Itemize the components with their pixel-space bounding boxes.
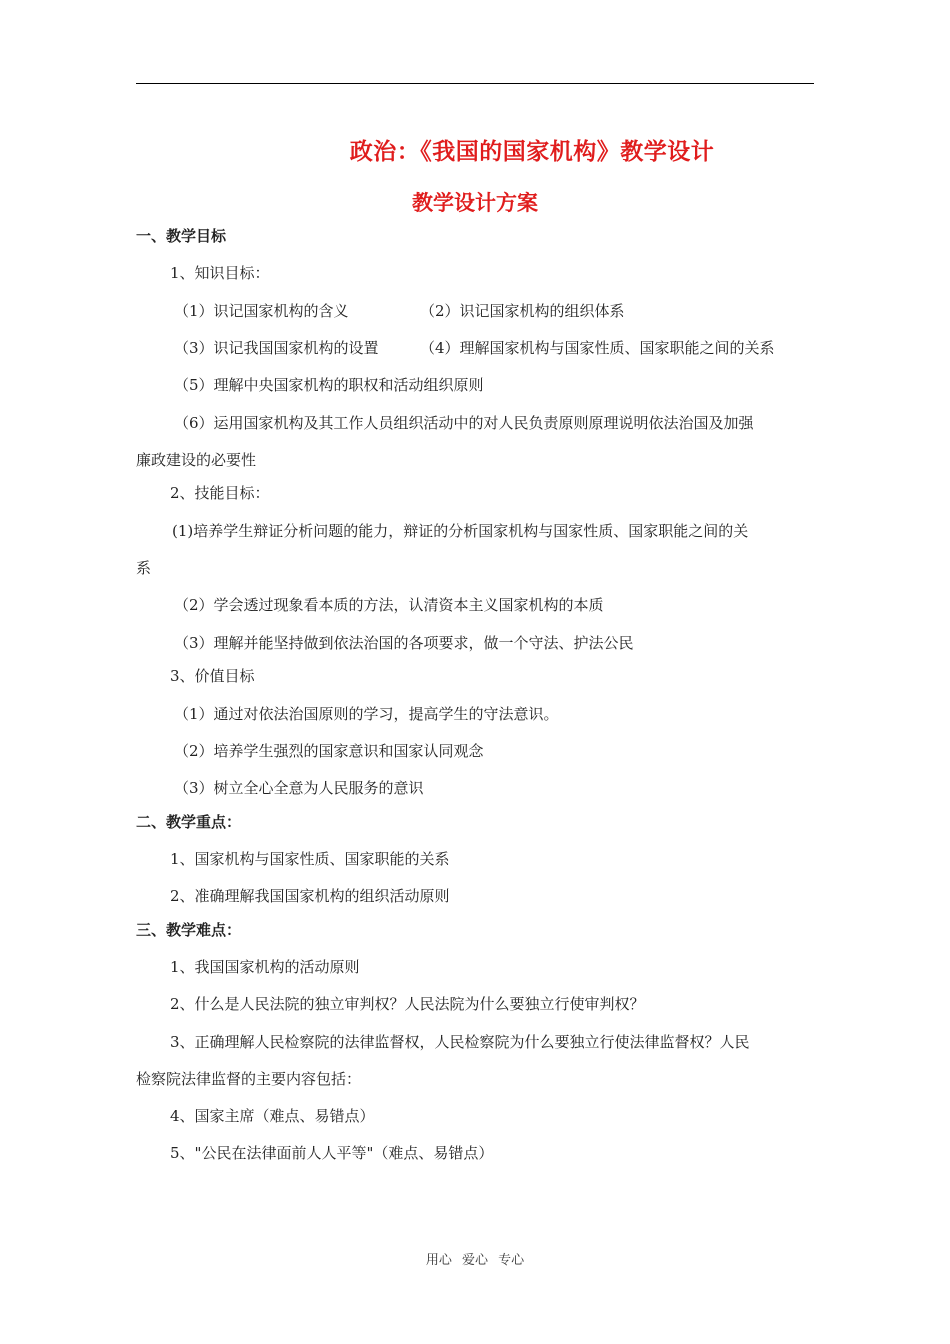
knowledge-item-2: （2）识记国家机构的组织体系 xyxy=(420,302,625,320)
skill-item-1-line2: 系 xyxy=(136,559,152,577)
knowledge-item-5: （5）理解中央国家机构的职权和活动组织原则 xyxy=(174,376,484,394)
knowledge-item-3: （3）识记我国国家机构的设置 xyxy=(174,339,379,357)
difficulty-3-line2: 检察院法律监督的主要内容包括： xyxy=(136,1070,362,1088)
value-item-3: （3）树立全心全意为人民服务的意识 xyxy=(174,779,424,797)
document-title: 政治：《我国的国家机构》教学设计 xyxy=(349,139,715,165)
knowledge-item-1: （1）识记国家机构的含义 xyxy=(174,302,349,320)
difficulty-3-line1: 3、正确理解人民检察院的法律监督权，人民检察院为什么要独立行使法律监督权？人民 xyxy=(170,1033,750,1051)
key-point-2: 2、准确理解我国国家机构的组织活动原则 xyxy=(170,887,450,905)
section-heading-difficulties: 三、教学难点： xyxy=(136,921,242,939)
section-heading-goals: 一、教学目标 xyxy=(136,227,227,245)
key-point-1: 1、国家机构与国家性质、国家职能的关系 xyxy=(170,850,450,868)
page-footer: 用心 爱心 专心 xyxy=(425,1253,525,1268)
difficulty-5: 5、"公民在法律面前人人平等"（难点、易错点） xyxy=(170,1144,494,1162)
value-goals-label: 3、价值目标 xyxy=(170,667,255,685)
difficulty-4: 4、国家主席（难点、易错点） xyxy=(170,1107,375,1125)
value-item-1: （1）通过对依法治国原则的学习，提高学生的守法意识。 xyxy=(174,705,559,723)
knowledge-goals-label: 1、知识目标： xyxy=(170,264,270,282)
value-item-2: （2）培养学生强烈的国家意识和国家认同观念 xyxy=(174,742,484,760)
knowledge-item-6-line1: （6）运用国家机构及其工作人员组织活动中的对人民负责原则原理说明依法治国及加强 xyxy=(174,414,754,432)
skill-item-1-line1: (1)培养学生辩证分析问题的能力，辩证的分析国家机构与国家性质、国家职能之间的关 xyxy=(172,522,749,540)
skill-item-2: （2）学会透过现象看本质的方法，认清资本主义国家机构的本质 xyxy=(174,596,604,614)
knowledge-item-4: （4）理解国家机构与国家性质、国家职能之间的关系 xyxy=(420,339,775,357)
skill-goals-label: 2、技能目标： xyxy=(170,484,270,502)
knowledge-item-6-line2: 廉政建设的必要性 xyxy=(136,451,257,469)
header-rule xyxy=(136,83,814,84)
skill-item-3: （3）理解并能坚持做到依法治国的各项要求，做一个守法、护法公民 xyxy=(174,634,634,652)
difficulty-1: 1、我国国家机构的活动原则 xyxy=(170,958,360,976)
document-subtitle: 教学设计方案 xyxy=(412,191,538,215)
section-heading-key-points: 二、教学重点： xyxy=(136,813,242,831)
difficulty-2: 2、什么是人民法院的独立审判权？人民法院为什么要独立行使审判权？ xyxy=(170,995,645,1013)
